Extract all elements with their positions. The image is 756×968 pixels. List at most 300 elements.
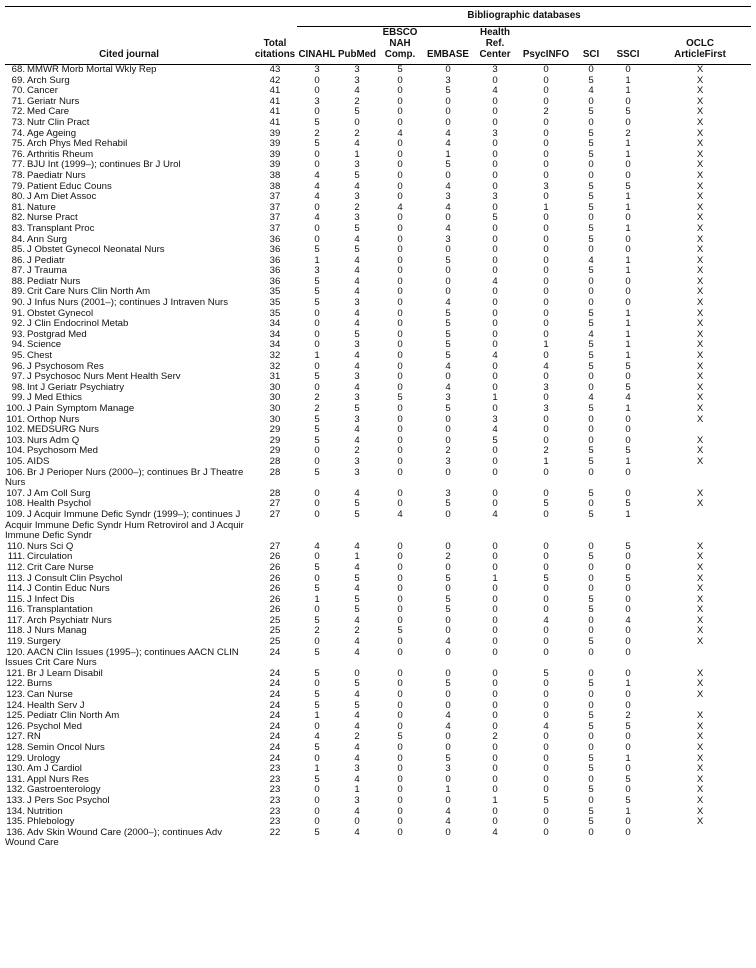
- psycinfo-cell: 0: [543, 773, 549, 785]
- ssci-cell: 0: [625, 667, 631, 679]
- sci-cell: 5: [588, 487, 594, 499]
- total-citations-cell: 35: [269, 286, 281, 298]
- sci-cell: 5: [588, 339, 594, 351]
- psycinfo-cell: 0: [543, 466, 549, 478]
- ebsco-cell: 0: [397, 763, 403, 775]
- ebsco-cell: 0: [397, 191, 403, 203]
- ebsco-cell: 0: [397, 752, 403, 764]
- pubmed-cell: 5: [354, 678, 360, 690]
- journal-name: J Pediatr: [27, 254, 65, 266]
- embase-cell: 0: [445, 646, 451, 658]
- total-citations-cell: 39: [269, 148, 281, 160]
- journal-name: Psychol Med: [27, 720, 82, 732]
- total-citations-cell: 23: [269, 784, 281, 796]
- health-ref-center-cell: 0: [492, 148, 498, 160]
- total-citations-cell: 25: [269, 636, 281, 648]
- health-ref-center-cell: 0: [492, 667, 498, 679]
- col-cited-journal: Cited journal: [5, 27, 253, 65]
- health-ref-center-cell: 0: [492, 561, 498, 573]
- pubmed-cell: 4: [354, 424, 360, 436]
- journal-name: Med Care: [27, 106, 70, 118]
- table-row: [5, 160, 751, 171]
- ssci-cell: 2: [625, 127, 631, 139]
- ebsco-cell: 0: [397, 95, 403, 107]
- ssci-cell: 0: [625, 742, 631, 753]
- row-number: 101.: [6, 413, 25, 425]
- ebsco-cell: 0: [397, 254, 403, 266]
- psycinfo-cell: 3: [543, 381, 549, 393]
- ssci-cell: 0: [625, 95, 631, 107]
- row-number: 117.: [7, 614, 25, 626]
- oclc-cell: X: [696, 148, 704, 160]
- ebsco-cell: 5: [397, 64, 403, 75]
- embase-cell: 5: [445, 498, 451, 510]
- total-citations-cell: 24: [269, 752, 281, 764]
- sci-cell: 5: [588, 201, 594, 213]
- ebsco-cell: 0: [397, 614, 403, 626]
- embase-cell: 0: [445, 667, 451, 679]
- psycinfo-cell: 0: [543, 742, 549, 753]
- table-row: [5, 86, 751, 97]
- pubmed-cell: 3: [354, 455, 360, 467]
- journal-name: Burns: [27, 678, 53, 690]
- psycinfo-cell: 5: [543, 794, 549, 806]
- table-row: [5, 182, 751, 193]
- oclc-cell: X: [696, 127, 704, 139]
- oclc-cell: X: [696, 297, 704, 309]
- sci-cell: 5: [588, 784, 594, 796]
- sci-cell: 5: [588, 678, 594, 690]
- ssci-cell: 0: [625, 286, 631, 298]
- oclc-cell: X: [696, 689, 704, 701]
- cinahl-cell: 0: [314, 339, 320, 351]
- col-embase: EMBASE: [423, 27, 473, 65]
- ebsco-cell: 0: [397, 286, 403, 298]
- row-number: 87.: [11, 265, 25, 277]
- pubmed-cell: 1: [354, 148, 360, 160]
- oclc-cell: X: [696, 222, 704, 234]
- total-citations-cell: 31: [269, 371, 281, 383]
- table-row: [5, 118, 751, 129]
- journal-name: MEDSURG Nurs: [27, 424, 99, 436]
- health-ref-center-cell: 0: [492, 222, 498, 234]
- embase-cell: 0: [445, 275, 451, 287]
- table-row: [5, 552, 751, 563]
- row-number: 71.: [11, 95, 25, 107]
- row-number: 74.: [11, 127, 25, 139]
- sci-cell: 0: [588, 64, 594, 75]
- table-row: [5, 415, 751, 426]
- pubmed-cell: 3: [354, 794, 360, 806]
- journal-name: Science: [27, 339, 62, 351]
- row-number: 75.: [11, 138, 25, 150]
- sci-cell: 5: [588, 720, 594, 732]
- ebsco-cell: 5: [397, 731, 403, 743]
- ebsco-cell: 0: [397, 180, 403, 192]
- sci-cell: 0: [588, 699, 594, 711]
- sci-cell: 4: [588, 254, 594, 266]
- table-row: [5, 595, 751, 606]
- pubmed-cell: 4: [354, 434, 360, 446]
- sci-cell: 5: [588, 403, 594, 414]
- embase-cell: 3: [445, 763, 451, 775]
- journal-name: AACN Clin Issues (1995–); continues AACN CLIN Issues Crit Care Nurs: [5, 646, 239, 669]
- row-number: 129.: [6, 752, 25, 764]
- embase-cell: 0: [445, 689, 451, 701]
- row-number: 72.: [11, 106, 25, 118]
- health-ref-center-cell: 0: [492, 678, 498, 690]
- cinahl-cell: 0: [314, 551, 320, 563]
- total-citations-cell: 24: [269, 689, 281, 701]
- journal-name: J Infect Dis: [27, 593, 75, 605]
- pubmed-cell: 4: [354, 773, 360, 785]
- row-number: 77.: [11, 159, 25, 171]
- total-citations-cell: 30: [269, 403, 281, 414]
- table-row: [5, 605, 751, 616]
- total-citations-cell: 34: [269, 318, 281, 330]
- ssci-cell: 0: [625, 625, 631, 637]
- health-ref-center-cell: 1: [492, 392, 498, 404]
- row-number: 73.: [11, 116, 25, 128]
- pubmed-cell: 4: [354, 138, 360, 150]
- journal-name: Psychosom Med: [27, 445, 98, 457]
- embase-cell: 4: [445, 138, 451, 150]
- pubmed-cell: 5: [354, 403, 360, 414]
- journal-name: J Nurs Manag: [27, 625, 87, 637]
- psycinfo-cell: 0: [543, 816, 549, 828]
- cinahl-cell: 5: [314, 466, 320, 478]
- ebsco-cell: 0: [397, 381, 403, 393]
- ssci-cell: 5: [625, 540, 631, 552]
- pubmed-cell: 3: [354, 297, 360, 309]
- col-health-ref-center: Health Ref. Center: [473, 27, 517, 65]
- ssci-cell: 0: [625, 551, 631, 563]
- ssci-cell: 5: [625, 720, 631, 732]
- table-row: [5, 97, 751, 108]
- ebsco-cell: 0: [397, 805, 403, 817]
- total-citations-cell: 25: [269, 625, 281, 637]
- embase-cell: 3: [445, 392, 451, 404]
- row-number: 108.: [6, 498, 25, 510]
- ssci-cell: 1: [625, 85, 631, 97]
- total-citations-cell: 29: [269, 424, 281, 436]
- row-number: 103.: [6, 434, 25, 446]
- total-citations-cell: 41: [269, 85, 281, 97]
- pubmed-cell: 3: [354, 212, 360, 224]
- sci-cell: 5: [588, 636, 594, 648]
- table-row: [5, 192, 751, 203]
- total-citations-cell: 24: [269, 678, 281, 690]
- cinahl-cell: 0: [314, 805, 320, 817]
- oclc-cell: X: [696, 233, 704, 245]
- row-number: 133.: [6, 794, 25, 806]
- sci-cell: 0: [588, 95, 594, 107]
- row-number: 113.: [7, 572, 25, 584]
- cinahl-cell: 0: [314, 784, 320, 796]
- sci-cell: 5: [588, 318, 594, 330]
- cinahl-cell: 4: [314, 212, 320, 224]
- health-ref-center-cell: 3: [492, 127, 498, 139]
- cinahl-cell: 0: [314, 752, 320, 764]
- table-row: [5, 298, 751, 309]
- ssci-cell: 1: [625, 455, 631, 467]
- table-row: [5, 785, 751, 796]
- oclc-cell: X: [696, 794, 704, 806]
- total-citations-cell: 32: [269, 350, 281, 362]
- ebsco-cell: 0: [397, 360, 403, 372]
- pubmed-cell: 3: [354, 64, 360, 75]
- ssci-cell: 0: [625, 413, 631, 425]
- embase-cell: 0: [445, 826, 451, 838]
- psycinfo-cell: 0: [543, 138, 549, 150]
- sci-cell: 5: [588, 350, 594, 362]
- row-number: 121.: [6, 667, 25, 679]
- embase-cell: 5: [445, 572, 451, 584]
- table-row: [5, 542, 751, 553]
- ssci-cell: 5: [625, 360, 631, 372]
- psycinfo-cell: 4: [543, 360, 549, 372]
- pubmed-cell: 4: [354, 805, 360, 817]
- pubmed-cell: 4: [354, 233, 360, 245]
- psycinfo-cell: 0: [543, 265, 549, 277]
- cinahl-cell: 5: [314, 434, 320, 446]
- total-citations-cell: 24: [269, 742, 281, 753]
- health-ref-center-cell: 0: [492, 169, 498, 181]
- ssci-cell: 1: [625, 201, 631, 213]
- health-ref-center-cell: 4: [492, 85, 498, 97]
- ssci-cell: 5: [625, 572, 631, 584]
- health-ref-center-cell: 5: [492, 434, 498, 446]
- cinahl-cell: 5: [314, 138, 320, 150]
- psycinfo-cell: 0: [543, 350, 549, 362]
- total-citations-cell: 34: [269, 328, 281, 340]
- ssci-cell: 0: [625, 159, 631, 171]
- sci-cell: 0: [588, 794, 594, 806]
- cinahl-cell: 4: [314, 540, 320, 552]
- cinahl-cell: 1: [314, 710, 320, 722]
- row-number: 123.: [6, 689, 25, 701]
- oclc-cell: X: [696, 487, 704, 499]
- row-number: 126.: [6, 720, 25, 732]
- row-number: 94.: [11, 339, 25, 351]
- row-number: 88.: [11, 275, 25, 287]
- cinahl-cell: 1: [314, 593, 320, 605]
- embase-cell: 0: [445, 794, 451, 806]
- table-row: [5, 690, 751, 701]
- ebsco-cell: 0: [397, 604, 403, 616]
- ebsco-cell: 0: [397, 710, 403, 722]
- cited-journal-cell: [5, 828, 253, 849]
- ebsco-cell: 4: [397, 201, 403, 213]
- total-citations-cell: 28: [269, 466, 281, 478]
- embase-cell: 3: [445, 487, 451, 499]
- psycinfo-cell: 0: [543, 678, 549, 690]
- sci-cell: 0: [588, 646, 594, 658]
- row-number: 130.: [6, 763, 25, 775]
- ssci-cell: 4: [625, 614, 631, 626]
- ssci-cell: 0: [625, 763, 631, 775]
- oclc-cell: X: [696, 339, 704, 351]
- total-citations-cell: 37: [269, 201, 281, 213]
- table-row: [5, 76, 751, 87]
- embase-cell: 0: [445, 466, 451, 478]
- oclc-cell: [649, 828, 751, 849]
- ssci-cell: 0: [625, 424, 631, 436]
- ssci-cell: 0: [625, 561, 631, 573]
- cinahl-cell: 1: [314, 350, 320, 362]
- oclc-cell: X: [696, 445, 704, 457]
- col-sci: SCI: [575, 27, 607, 65]
- journal-name: Circulation: [27, 551, 73, 563]
- journal-name: Phlebology: [27, 816, 75, 828]
- table-row: [5, 436, 751, 447]
- embase-cell: 4: [445, 201, 451, 213]
- sci-cell: 4: [588, 85, 594, 97]
- ebsco-cell: 0: [397, 222, 403, 234]
- psycinfo-cell: 0: [543, 583, 549, 595]
- embase-cell: 5: [445, 350, 451, 362]
- sci-cell: 0: [588, 297, 594, 309]
- row-number: 127.: [6, 731, 25, 743]
- psycinfo-cell: 0: [543, 191, 549, 203]
- oclc-cell: X: [696, 371, 704, 383]
- oclc-cell: X: [696, 138, 704, 150]
- oclc-cell: X: [696, 763, 704, 775]
- health-ref-center-cell: 0: [492, 689, 498, 701]
- col-cinahl: CINAHL: [297, 27, 337, 65]
- cinahl-cell: 0: [314, 74, 320, 86]
- ssci-cell: 0: [625, 604, 631, 616]
- citations-table: [5, 6, 751, 849]
- cited-journal-cell: [5, 648, 253, 669]
- sci-cell: 0: [588, 466, 594, 478]
- table-row: [5, 669, 751, 680]
- cinahl-cell: 1: [314, 254, 320, 266]
- total-citations-cell: 37: [269, 191, 281, 203]
- journal-name: J Contin Educ Nurs: [27, 583, 110, 595]
- health-ref-center-cell: 0: [492, 159, 498, 171]
- pubmed-cell: 0: [354, 816, 360, 828]
- journal-name: J Pers Soc Psychol: [27, 794, 110, 806]
- embase-cell: 0: [445, 614, 451, 626]
- total-citations-cell: 39: [269, 159, 281, 171]
- ebsco-cell: 0: [397, 244, 403, 256]
- ssci-cell: 5: [625, 106, 631, 118]
- ebsco-cell: 0: [397, 498, 403, 510]
- oclc-cell: X: [696, 275, 704, 287]
- pubmed-cell: 4: [354, 689, 360, 701]
- total-citations-cell: 25: [269, 614, 281, 626]
- row-number: 91.: [11, 307, 25, 319]
- row-number: 136.: [6, 826, 25, 838]
- sci-cell: 4: [588, 328, 594, 340]
- total-citations-cell: 37: [269, 222, 281, 234]
- total-citations-cell: 23: [269, 794, 281, 806]
- pubmed-cell: 4: [354, 307, 360, 319]
- total-citations-cell: 24: [269, 710, 281, 722]
- pubmed-cell: 5: [354, 169, 360, 181]
- pubmed-cell: 4: [354, 742, 360, 753]
- journal-name: Age Ageing: [27, 127, 77, 139]
- ebsco-cell: 0: [397, 148, 403, 160]
- journal-name: J Consult Clin Psychol: [27, 572, 123, 584]
- oclc-cell: X: [696, 159, 704, 171]
- table-row: [5, 584, 751, 595]
- ebsco-cell: 0: [397, 307, 403, 319]
- total-citations-cell: 36: [269, 265, 281, 277]
- row-number: 100.: [6, 403, 25, 414]
- health-ref-center-cell: 0: [492, 466, 498, 478]
- ssci-cell: 0: [625, 371, 631, 383]
- journal-name: Nutrition: [27, 805, 63, 817]
- row-number: 96.: [11, 360, 25, 372]
- ebsco-cell: 0: [397, 212, 403, 224]
- cinahl-cell: 0: [314, 508, 320, 520]
- journal-name: Nurs Sci Q: [27, 540, 74, 552]
- journal-name: J Med Ethics: [27, 392, 82, 404]
- oclc-cell: X: [696, 244, 704, 256]
- ssci-cell: 1: [625, 752, 631, 764]
- journal-name: BJU Int (1999–); continues Br J Urol: [27, 159, 181, 171]
- ebsco-cell: 0: [397, 466, 403, 478]
- sci-cell: 0: [588, 371, 594, 383]
- table-row: [5, 732, 751, 743]
- table-row: [5, 213, 751, 224]
- sci-cell: 0: [588, 540, 594, 552]
- table-row: [5, 224, 751, 235]
- ebsco-cell: 0: [397, 265, 403, 277]
- pubmed-cell: 4: [354, 254, 360, 266]
- embase-cell: 5: [445, 752, 451, 764]
- table-row: [5, 266, 751, 277]
- journal-name: Arch Psychiatr Nurs: [27, 614, 112, 626]
- psycinfo-cell: 0: [543, 646, 549, 658]
- sci-cell: 5: [588, 763, 594, 775]
- oclc-cell: X: [696, 212, 704, 224]
- psycinfo-cell: 0: [543, 307, 549, 319]
- health-ref-center-cell: 0: [492, 95, 498, 107]
- total-citations-cell: 23: [269, 816, 281, 828]
- health-ref-center-cell: 0: [492, 773, 498, 785]
- cinahl-cell: 0: [314, 498, 320, 510]
- psycinfo-cell: 1: [543, 339, 549, 351]
- sci-cell: 5: [588, 508, 594, 520]
- journal-name: Chest: [27, 350, 53, 362]
- ebsco-cell: 0: [397, 233, 403, 245]
- oclc-cell: X: [696, 805, 704, 817]
- pubmed-cell: 2: [354, 95, 360, 107]
- psycinfo-cell: 0: [543, 487, 549, 499]
- total-citations-cell: 43: [269, 64, 281, 75]
- oclc-cell: [649, 468, 751, 489]
- oclc-cell: X: [696, 360, 704, 372]
- cinahl-cell: 5: [314, 689, 320, 701]
- journal-name: Br J Perioper Nurs (2000–); continues Br J Theatre Nurs: [5, 466, 244, 489]
- ebsco-cell: 0: [397, 106, 403, 118]
- table-row: [5, 65, 751, 76]
- ssci-cell: 1: [625, 265, 631, 277]
- total-citations-cell: 37: [269, 212, 281, 224]
- cinahl-cell: 2: [314, 127, 320, 139]
- embase-cell: 0: [445, 434, 451, 446]
- cited-journal-cell: [5, 510, 253, 542]
- total-citations-cell: 23: [269, 805, 281, 817]
- cinahl-cell: 5: [314, 742, 320, 753]
- sci-cell: 5: [588, 127, 594, 139]
- ebsco-cell: 0: [397, 794, 403, 806]
- row-number: 86.: [11, 254, 25, 266]
- col-ebsco: EBSCO NAH Comp.: [377, 27, 423, 65]
